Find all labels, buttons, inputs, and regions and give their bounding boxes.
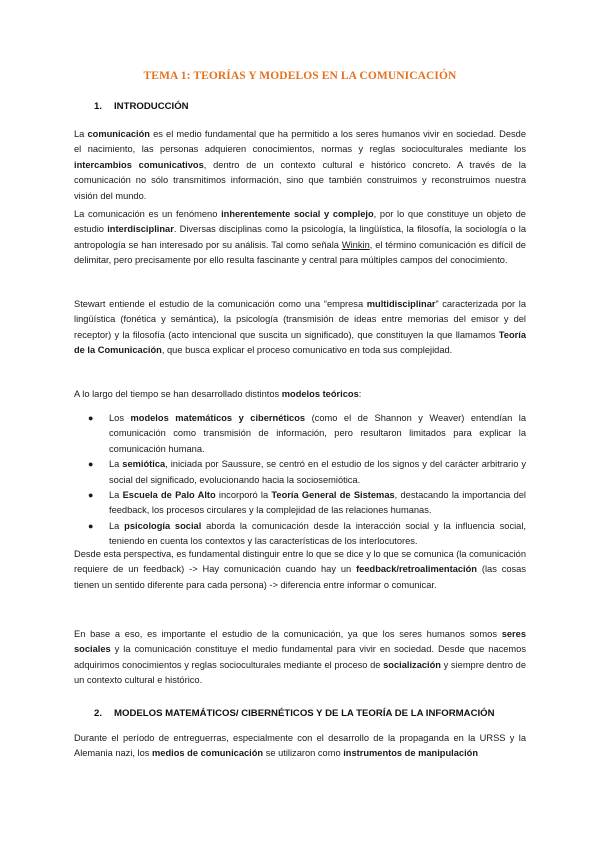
theory-models-list bbox=[74, 411, 526, 550]
bullet-icon: ● bbox=[88, 459, 94, 470]
bullet-list bbox=[74, 411, 526, 550]
list-item bbox=[74, 488, 526, 519]
text-run: , el término comunicación es difícil de delimitar, pero precisamente por ello resulta fascinante y central para múltiples campos del conocimiento. bbox=[74, 239, 526, 266]
text-run: Durante el período de entreguerras, especialmente con el desarrollo de la propaganda en la URSS y la Alemania nazi, los bbox=[74, 733, 526, 759]
bold-text: interdisciplinar bbox=[107, 224, 174, 235]
text-run: ” caracterizada por la lingüística (fonética y semántica), la psicología (transmisión de ideas entre memorias del emisor y del receptor) y la filosofía (acto intencional que suscita un significado), que constituyen la que llamamos bbox=[74, 299, 527, 340]
text-run: , iniciada por Saussure, se centró en el estudio de los signos y del carácter arbitrario y social del significado, evolucionando hacia la sociosemiótica. bbox=[109, 459, 526, 485]
underlined-text: Winkin bbox=[341, 239, 370, 250]
text-run: (las cosas tienen un sentido diferente para cada persona) -> diferencia entre informar o comunicar. bbox=[74, 564, 526, 590]
bold-text: instrumentos de manipulación bbox=[343, 748, 479, 759]
text-run: incorporó la bbox=[215, 490, 272, 501]
bold-text: semiótica bbox=[122, 459, 166, 470]
text-run: , que busca explicar el proceso comunicativo en toda sus complejidad. bbox=[161, 345, 453, 356]
paragraph bbox=[74, 547, 526, 593]
paragraph-text bbox=[74, 387, 526, 402]
paragraph bbox=[74, 387, 526, 402]
bold-text: modelos teóricos bbox=[281, 389, 359, 399]
text-run: y la comunicación constituye el medio fundamental para vivir en sociedad. Desde que nacemos adquirimos conocimientos y reglas socioculturales mediante el proceso de bbox=[74, 644, 526, 670]
text-run: La bbox=[109, 459, 123, 470]
text-run: En base a eso, es importante el estudio de la comunicación, ya que los seres humanos somos bbox=[74, 629, 502, 639]
text-run: Stewart entiende el estudio de la comunicación como una “empresa bbox=[74, 299, 367, 309]
text-run: . Diversas disciplinas como la psicología, la lingüística, la filosofía, la sociología o la antropología se han interesado por su análisis. Tal como señala bbox=[74, 224, 527, 250]
bullet-icon: ● bbox=[88, 490, 94, 501]
paragraph-text bbox=[74, 731, 526, 762]
text-run: A lo largo del tiempo se han desarrollado distintos bbox=[74, 389, 282, 399]
bold-text: Escuela de Palo Alto bbox=[122, 490, 216, 501]
bold-text: seres sociales bbox=[74, 629, 526, 655]
paragraph bbox=[74, 731, 526, 762]
text-run: Desde esta perspectiva, es fundamental distinguir entre lo que se dice y lo que se comunica (la comunicación requiere de un feedback) -> Hay comunicación cuando hay un bbox=[74, 549, 526, 575]
section-label: INTRODUCCIÓN bbox=[114, 101, 189, 112]
bold-text: modelos matemáticos y cibernéticos bbox=[130, 413, 306, 423]
section-heading-introduccion bbox=[94, 101, 189, 112]
paragraph bbox=[74, 297, 526, 359]
bullet-icon: ● bbox=[88, 520, 94, 531]
paragraph bbox=[74, 627, 526, 689]
paragraph-text bbox=[74, 627, 526, 689]
bold-text: socialización bbox=[383, 659, 441, 670]
bold-text: feedback/retroalimentación bbox=[356, 564, 477, 575]
section-label: MODELOS MATEMÁTICOS/ CIBERNÉTICOS Y DE LA TEORÍA DE LA INFORMACIÓN bbox=[114, 708, 495, 719]
list-item bbox=[74, 411, 526, 457]
paragraph-text bbox=[74, 297, 526, 359]
section-heading-modelos bbox=[94, 708, 495, 719]
bold-text: comunicación bbox=[87, 129, 150, 139]
bold-text: Teoría de la Comunicación bbox=[74, 329, 526, 356]
text-run: La bbox=[74, 129, 88, 139]
paragraph-text bbox=[74, 547, 526, 593]
bold-text: medios de comunicación bbox=[152, 748, 264, 759]
section-number: 2. bbox=[94, 708, 103, 719]
list-item bbox=[74, 457, 526, 488]
bold-text: psicología social bbox=[124, 520, 202, 531]
bullet-icon: ● bbox=[88, 413, 94, 423]
paragraph-text bbox=[74, 127, 526, 204]
text-run: es el medio fundamental que ha permitido a los seres humanos vivir en sociedad. Desde el nacimiento, las personas adquieren conocimientos, normas y reglas socioculturales mediante los bbox=[74, 129, 526, 155]
section-number: 1. bbox=[94, 101, 103, 112]
paragraph bbox=[74, 207, 526, 269]
text-run: se utilizaron como bbox=[263, 748, 344, 759]
bold-text: Teoría General de Sistemas bbox=[271, 490, 395, 501]
text-run: , dentro de un contexto cultural e histórico concreto. A través de la comunicación no sólo transmitimos información, sino que también construimos y reconstruimos nuestra visión del mundo. bbox=[74, 159, 526, 201]
text-run: , destacando la importancia del feedback, los procesos circulares y la complejidad de las relaciones humanas. bbox=[109, 490, 527, 516]
bold-text: inherentemente social y complejo bbox=[221, 209, 374, 219]
text-run: La bbox=[109, 520, 125, 531]
text-run: , por lo que constituye un objeto de estudio bbox=[74, 209, 526, 235]
text-run: Los bbox=[109, 413, 131, 423]
text-run: y siempre dentro de un contexto cultural e histórico. bbox=[74, 659, 526, 686]
bold-text: intercambios comunicativos bbox=[74, 159, 204, 170]
paragraph-text bbox=[74, 207, 526, 269]
paragraph bbox=[74, 127, 526, 204]
text-run: (como el de Shannon y Weaver) entendían la comunicación como transmisión de información, pero resultaron limitados para explicar la comunicación humana. bbox=[109, 413, 526, 454]
text-run: : bbox=[358, 389, 362, 399]
text-run: aborda la comunicación desde la interacción social y la influencia social, teniendo en cuenta los contextos y las características de los interlocutores. bbox=[109, 520, 526, 547]
text-run: La bbox=[109, 490, 123, 501]
list-item bbox=[74, 519, 526, 550]
document-title: TEMA 1: TEORÍAS Y MODELOS EN LA COMUNICACIÓN bbox=[143, 70, 457, 82]
text-run: La comunicación es un fenómeno bbox=[74, 209, 222, 219]
bold-text: multidisciplinar bbox=[366, 299, 436, 309]
